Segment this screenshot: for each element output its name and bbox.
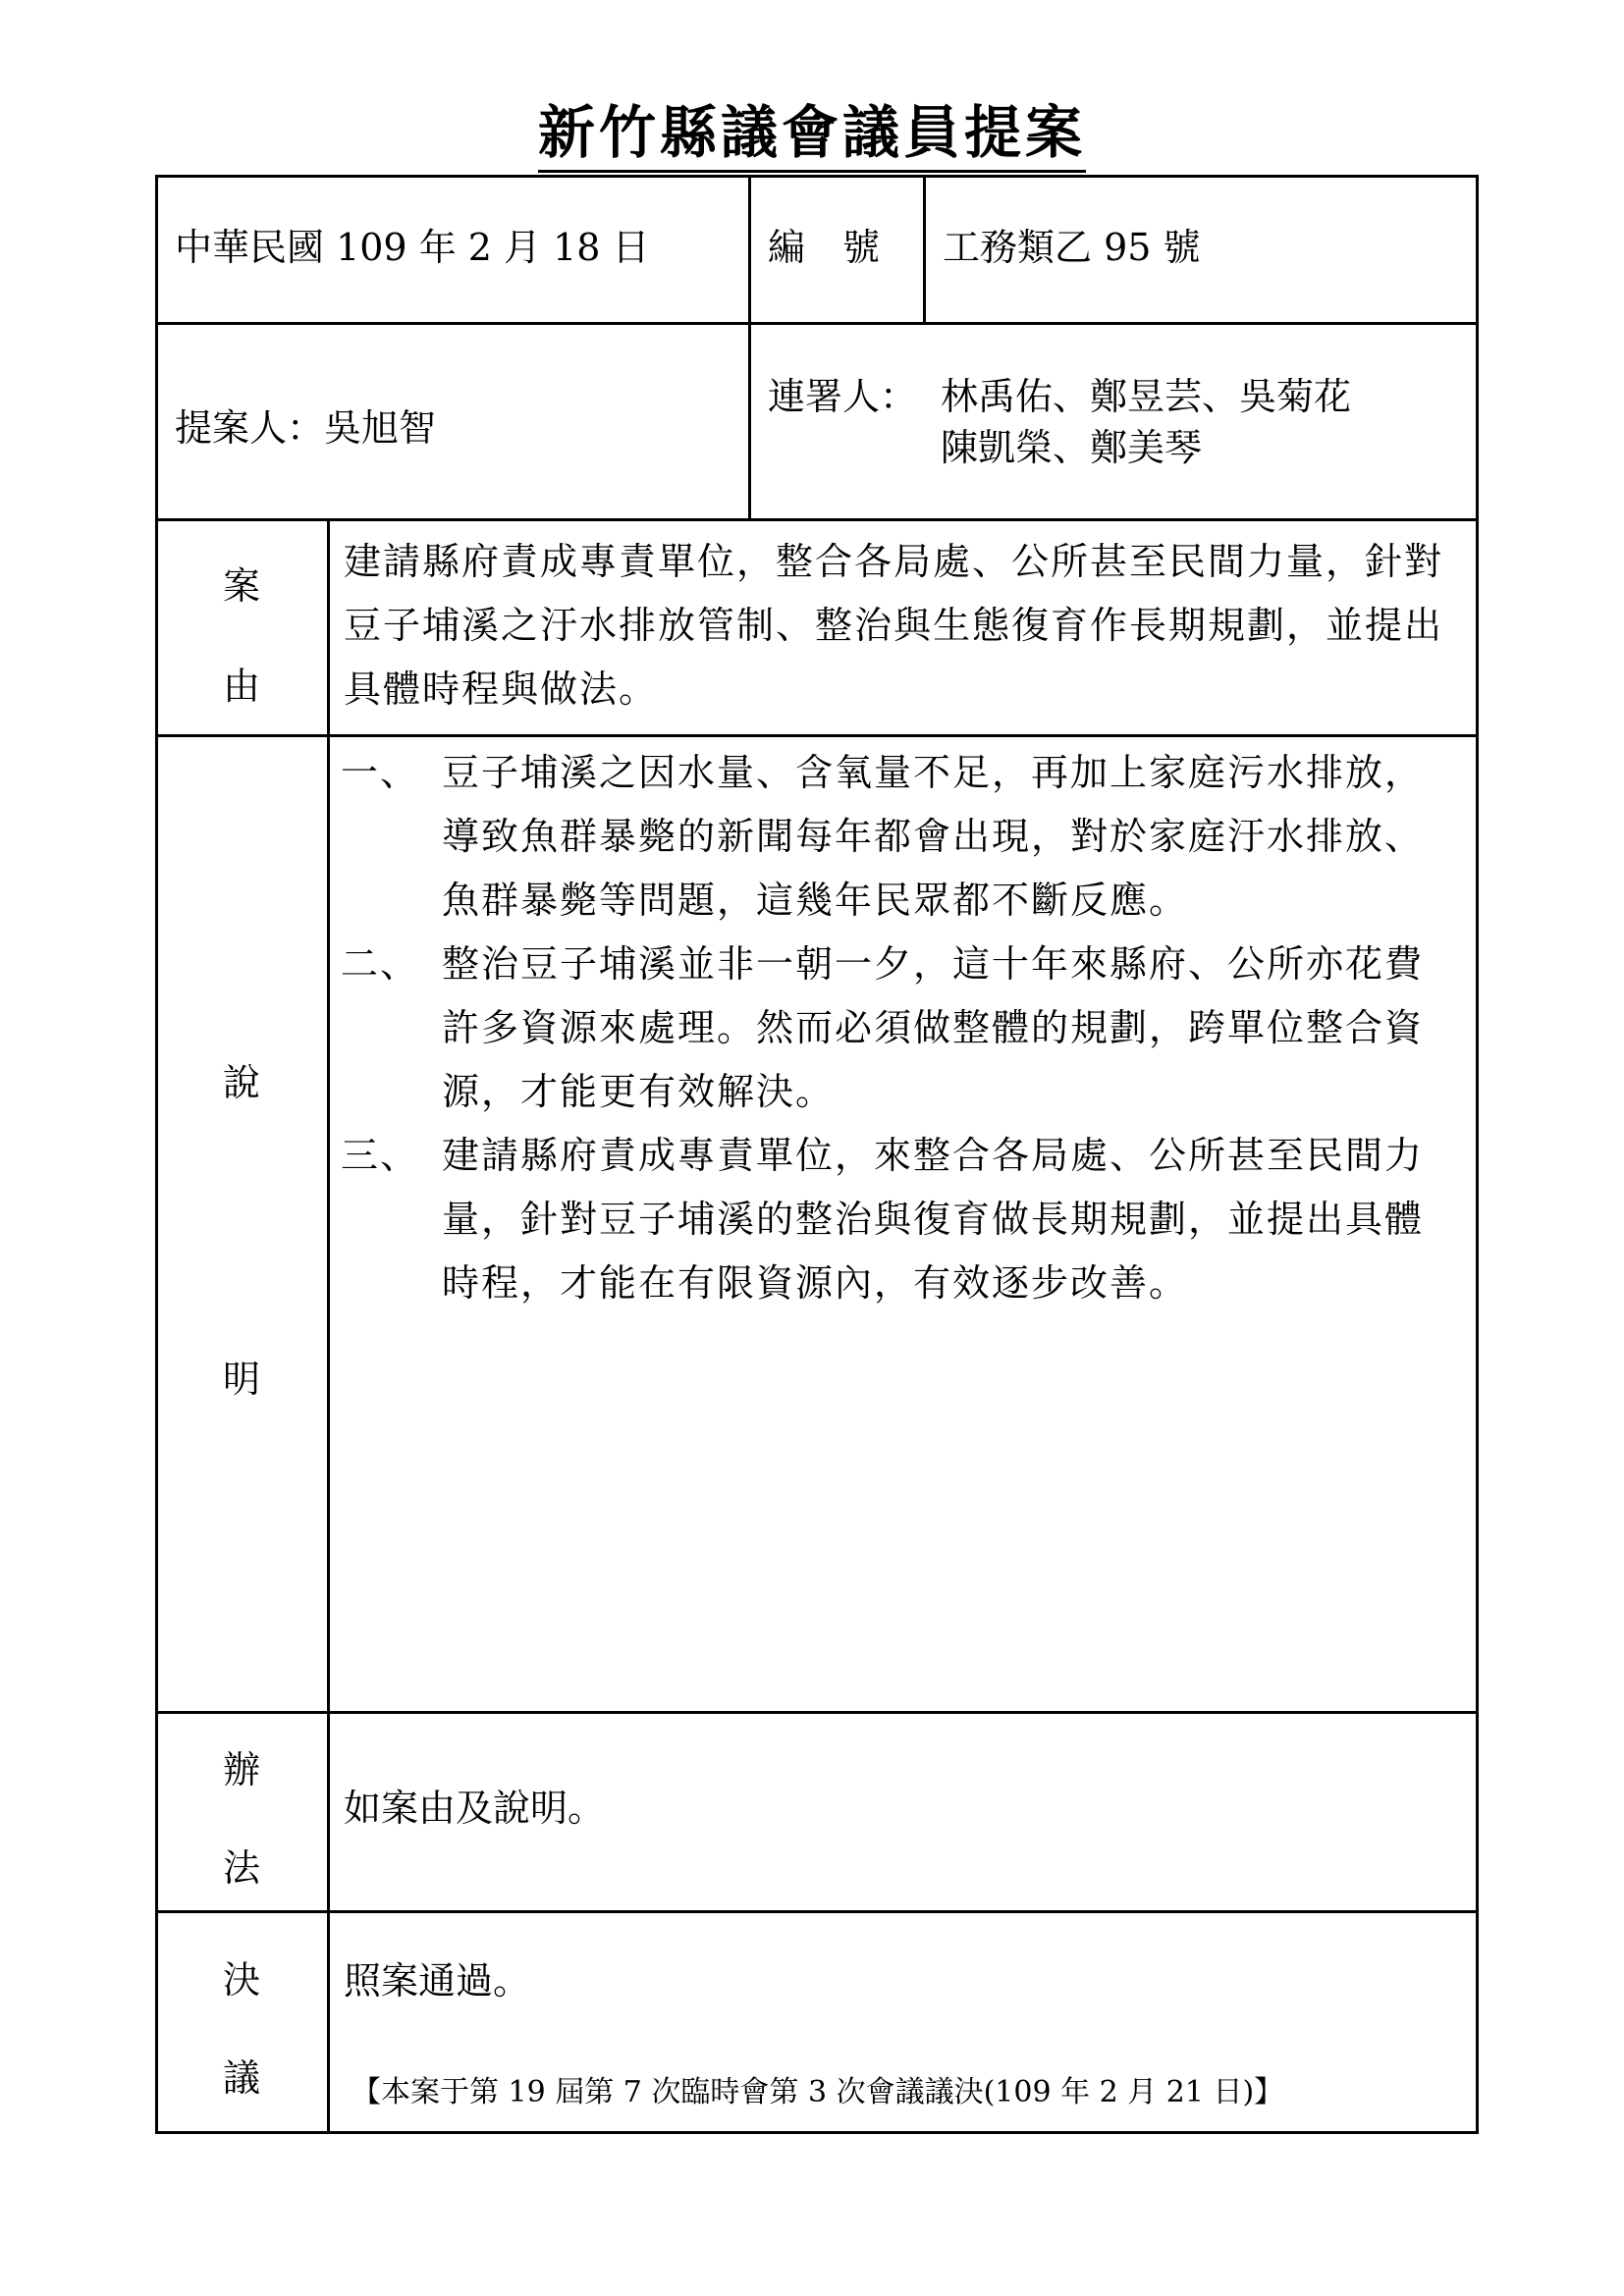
- resolution-label-2: 議: [222, 2056, 260, 2100]
- subject-text: 建請縣府責成專責單位，整合各局處、公所甚至民間力量，針對豆子埔溪之汙水排放管制、整治與生態復育作長期規劃，並提出具體時程與做法。: [344, 540, 1444, 711]
- proposer: 提案人：吳旭智: [175, 406, 437, 450]
- number-label: 編 號: [768, 226, 881, 269]
- resolution-label-1: 決: [222, 1958, 260, 2002]
- row-divider: [155, 518, 1479, 521]
- list-item-number: 三、: [341, 1134, 420, 1177]
- cosigners-line1: 林禹佑、鄭昱芸、吳菊花: [941, 375, 1352, 418]
- list-item: [341, 741, 1460, 933]
- document-title-text: 新竹縣議會議員提案: [538, 99, 1086, 173]
- subject-label-2: 由: [222, 665, 260, 708]
- col-divider: [327, 518, 330, 2134]
- row-divider: [155, 734, 1479, 737]
- resolution-note: 【本案于第 19 屆第 7 次臨時會第 3 次會議議決(109 年 2 月 21 日)】: [352, 2075, 1284, 2109]
- row-divider: [155, 1910, 1479, 1913]
- document-title: [0, 86, 1624, 169]
- subject-label-1: 案: [222, 564, 260, 608]
- col-divider: [748, 175, 751, 520]
- explanation-list: [341, 741, 1460, 1315]
- list-item-text: 整治豆子埔溪並非一朝一夕，這十年來縣府、公所亦花費許多資源來處理。然而必須做整體的規劃，跨單位整合資源，才能更有效解決。: [442, 942, 1425, 1113]
- list-item-text: 豆子埔溪之因水量、含氧量不足，再加上家庭污水排放，導致魚群暴斃的新聞每年都會出現，對於家庭汙水排放、魚群暴斃等問題，這幾年民眾都不斷反應。: [442, 751, 1425, 922]
- list-item-number: 一、: [341, 751, 420, 794]
- col-divider: [923, 175, 926, 324]
- cosigners-label: 連署人：: [768, 375, 918, 418]
- method-label-1: 辦: [222, 1748, 260, 1791]
- method-label-2: 法: [222, 1846, 260, 1890]
- row-divider: [155, 322, 1479, 325]
- list-item: [341, 1124, 1460, 1315]
- number-value: 工務類乙 95 號: [943, 226, 1201, 269]
- list-item-number: 二、: [341, 942, 420, 986]
- explanation-label-1: 說: [222, 1061, 260, 1104]
- resolution-text: 照案通過。: [344, 1959, 531, 2002]
- explanation-label-2: 明: [222, 1358, 260, 1401]
- list-item: [341, 933, 1460, 1124]
- proposal-date: 中華民國 109 年 2 月 18 日: [175, 226, 650, 269]
- method-text: 如案由及說明。: [344, 1787, 606, 1830]
- cosigners-line2: 陳凱榮、鄭美琴: [941, 426, 1203, 469]
- list-item-text: 建請縣府責成專責單位，來整合各局處、公所甚至民間力量，針對豆子埔溪的整治與復育做長期規劃，並提出具體時程，才能在有限資源內，有效逐步改善。: [442, 1134, 1425, 1305]
- row-divider: [155, 1711, 1479, 1714]
